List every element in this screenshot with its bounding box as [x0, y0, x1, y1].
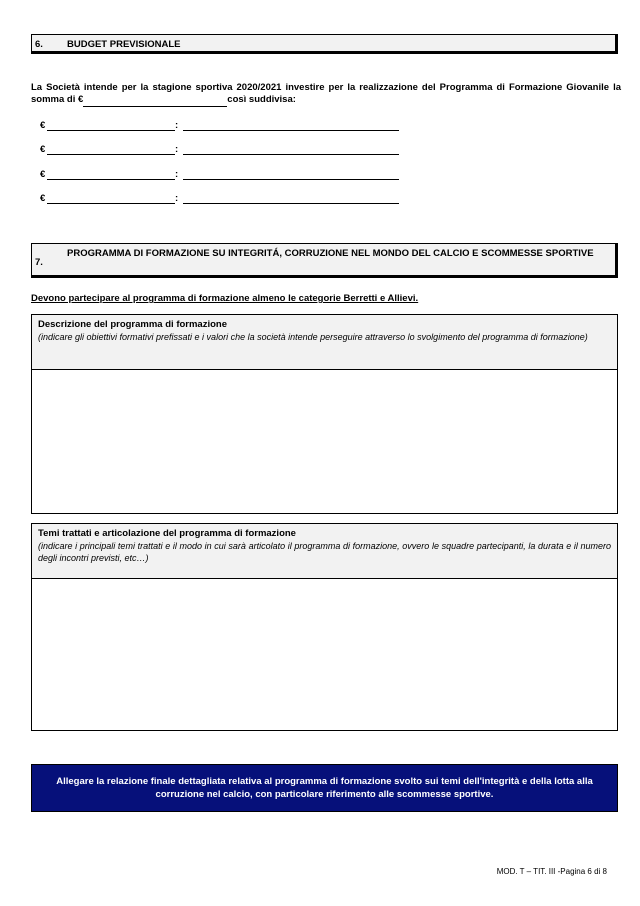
budget-row: [40, 193, 400, 207]
page-footer: MOD. T – TIT. III -Pagina 6 di 8: [496, 867, 607, 876]
program-topics-textarea[interactable]: [32, 579, 617, 727]
separator: :: [175, 193, 179, 204]
section-7-header: [31, 243, 618, 278]
total-amount-field[interactable]: [83, 94, 227, 107]
section-number: 6.: [35, 39, 43, 50]
description-field[interactable]: [183, 203, 399, 204]
box-instruction: (indicare i principali temi trattati e il modo in cui sarà articolato il programma di formazione, ovvero le squadre partecipanti, la durata e il numero degli incontri previsti, etc…): [38, 541, 611, 563]
budget-paragraph-suffix: così suddivisa:: [227, 94, 296, 105]
budget-row: [40, 144, 400, 158]
program-description-textarea[interactable]: [32, 370, 617, 510]
currency-symbol: €: [40, 144, 46, 155]
attachment-notice: Allegare la relazione finale dettagliata relativa al programma di formazione svolto sui temi dell'integrità e della lotta alla corruzione nel calcio, con particolare riferimento alle scommesse sportive.: [31, 764, 618, 812]
currency-symbol: €: [40, 169, 46, 180]
amount-field[interactable]: [47, 179, 175, 180]
currency-symbol: €: [40, 193, 46, 204]
description-field[interactable]: [183, 179, 399, 180]
section-6-header: [31, 34, 618, 54]
section-number: 7.: [35, 257, 43, 268]
amount-field[interactable]: [47, 130, 175, 131]
budget-row: [40, 120, 400, 134]
section-title: PROGRAMMA DI FORMAZIONE SU INTEGRITÁ, CORRUZIONE NEL MONDO DEL CALCIO E SCOMMESSE SPORTIVE: [67, 248, 594, 259]
section-title: BUDGET PREVISIONALE: [67, 39, 181, 50]
separator: :: [175, 120, 179, 131]
box-header: [32, 315, 617, 370]
requirement-note: Devono partecipare al programma di formazione almeno le categorie Berretti e Allievi.: [31, 293, 419, 304]
currency-symbol: €: [40, 120, 46, 131]
separator: :: [175, 169, 179, 180]
program-topics-box: [31, 523, 618, 731]
amount-field[interactable]: [47, 154, 175, 155]
program-description-box: [31, 314, 618, 514]
amount-field[interactable]: [47, 203, 175, 204]
description-field[interactable]: [183, 154, 399, 155]
box-heading: Temi trattati e articolazione del programma di formazione: [38, 528, 296, 539]
box-header: [32, 524, 617, 579]
budget-paragraph: [31, 82, 621, 107]
budget-row: [40, 169, 400, 183]
description-field[interactable]: [183, 130, 399, 131]
budget-paragraph-text: La Società intende per la stagione sportiva 2020/2021 investire per la realizzazione del Programma di Formazione Giovanile la somma di €: [31, 82, 621, 105]
box-heading: Descrizione del programma di formazione: [38, 319, 227, 330]
separator: :: [175, 144, 179, 155]
box-instruction: (indicare gli obiettivi formativi prefissati e i valori che la società intende perseguire attraverso lo svolgimento del programma di formazione): [38, 332, 588, 342]
